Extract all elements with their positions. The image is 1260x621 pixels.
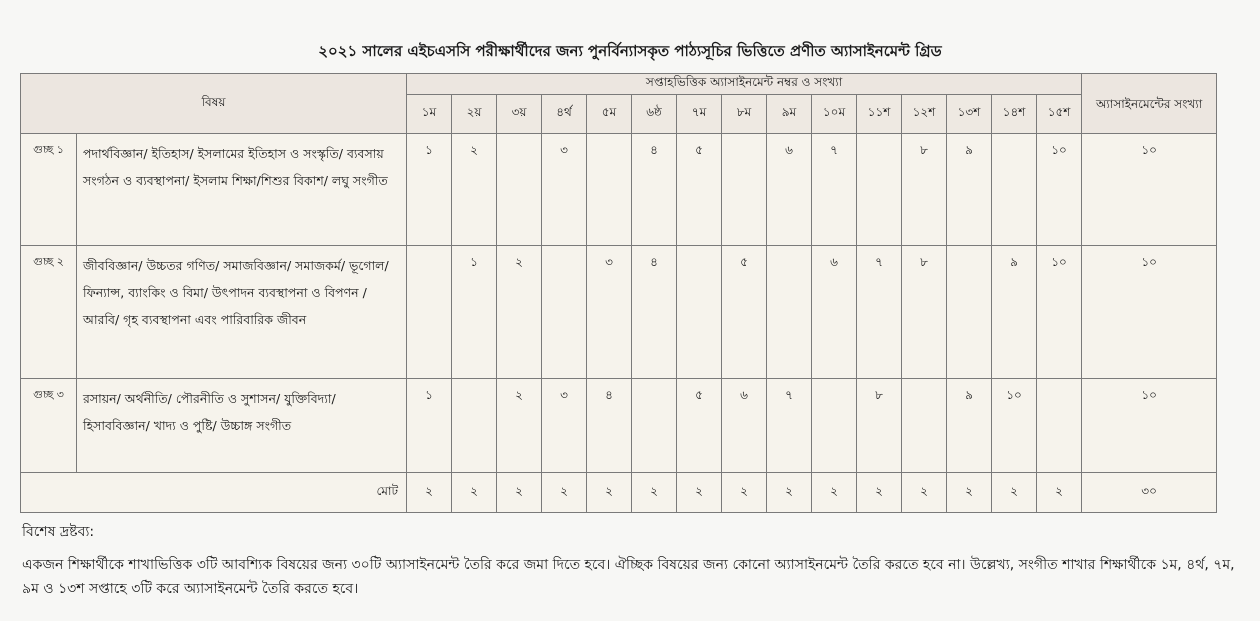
assignment-cell: ৫ bbox=[722, 246, 767, 378]
assignment-cell: ৫ bbox=[677, 134, 722, 246]
week-header-cell: ৯ম bbox=[767, 95, 812, 134]
weekly-total-cell: ২ bbox=[992, 473, 1037, 513]
week-header-cell: ৭ম bbox=[677, 95, 722, 134]
week-header-cell: ১৪শ bbox=[992, 95, 1037, 134]
assignment-cell bbox=[722, 134, 767, 246]
assignment-cell: ৯ bbox=[947, 134, 992, 246]
assignment-cell: ৮ bbox=[857, 378, 902, 473]
assignment-cell bbox=[812, 378, 857, 473]
assignment-cell: ৩ bbox=[542, 378, 587, 473]
assignment-cell: ২ bbox=[497, 378, 542, 473]
total-row bbox=[21, 473, 1217, 513]
assignment-cell bbox=[992, 134, 1037, 246]
group-subjects: পদার্থবিজ্ঞান/ ইতিহাস/ ইসলামের ইতিহাস ও সংস্কৃতি/ ব্যবসায় সংগঠন ও ব্যবস্থাপনা/ ইসলাম শিক্ষা/শিশুর বিকাশ/ লঘু সংগীত bbox=[77, 134, 407, 246]
assignment-cell: ১ bbox=[407, 378, 452, 473]
week-header-cell: ৮ম bbox=[722, 95, 767, 134]
assignment-cell bbox=[857, 134, 902, 246]
week-header-cell: ১১শ bbox=[857, 95, 902, 134]
assignment-cell: ১০ bbox=[1037, 246, 1082, 378]
week-header-cell: ৬ষ্ঠ bbox=[632, 95, 677, 134]
assignment-cell: ৩ bbox=[587, 246, 632, 378]
assignment-cell bbox=[902, 378, 947, 473]
week-header-cell: ১৫শ bbox=[1037, 95, 1082, 134]
group-total-cell: ১০ bbox=[1082, 246, 1217, 378]
table-row bbox=[21, 134, 1217, 246]
assignment-cell: ১০ bbox=[1037, 134, 1082, 246]
assignment-cell: ৮ bbox=[902, 134, 947, 246]
week-header-cell: ২য় bbox=[452, 95, 497, 134]
assignment-cell: ২ bbox=[452, 134, 497, 246]
assignment-cell: ৯ bbox=[992, 246, 1037, 378]
assignment-cell: ৭ bbox=[767, 378, 812, 473]
page-title: ২০২১ সালের এইচএসসি পরীক্ষার্থীদের জন্য পুনর্বিন্যাসকৃত পাঠ্যসূচির ভিত্তিতে প্রণীত অ্যাসাইনমেন্ট গ্রিড bbox=[318, 42, 942, 60]
assignment-cell bbox=[587, 134, 632, 246]
weekly-total-cell: ২ bbox=[587, 473, 632, 513]
grid-body bbox=[21, 134, 1217, 513]
weekly-total-cell: ২ bbox=[452, 473, 497, 513]
assignment-cell bbox=[947, 246, 992, 378]
table-row bbox=[21, 246, 1217, 378]
group-subjects: রসায়ন/ অর্থনীতি/ পৌরনীতি ও সুশাসন/ যুক্তিবিদ্যা/ হিসাববিজ্ঞান/ খাদ্য ও পুষ্টি/ উচ্চাঙ্গ সংগীত bbox=[77, 378, 407, 473]
weekly-assignment-header: সপ্তাহভিত্তিক অ্যাসাইনমেন্ট নম্বর ও সংখ্যা bbox=[407, 74, 1082, 95]
assignment-cell: ৬ bbox=[767, 134, 812, 246]
assignment-count-header: অ্যাসাইনমেন্টের সংখ্যা bbox=[1082, 74, 1217, 134]
assignment-cell: ৩ bbox=[542, 134, 587, 246]
assignment-cell bbox=[1037, 378, 1082, 473]
group-total-cell: ১০ bbox=[1082, 134, 1217, 246]
assignment-cell bbox=[677, 246, 722, 378]
weekly-total-cell: ২ bbox=[497, 473, 542, 513]
group-total-cell: ১০ bbox=[1082, 378, 1217, 473]
weekly-total-cell: ২ bbox=[947, 473, 992, 513]
assignment-cell bbox=[632, 378, 677, 473]
assignment-cell: ১ bbox=[452, 246, 497, 378]
assignment-cell: ১০ bbox=[992, 378, 1037, 473]
week-header-cell: ১২শ bbox=[902, 95, 947, 134]
weekly-total-cell: ২ bbox=[1037, 473, 1082, 513]
weekly-total-cell: ২ bbox=[767, 473, 812, 513]
assignment-cell: ৯ bbox=[947, 378, 992, 473]
week-header-cell: ৩য় bbox=[497, 95, 542, 134]
group-subjects: জীববিজ্ঞান/ উচ্চতর গণিত/ সমাজবিজ্ঞান/ সমাজকর্ম/ ভূগোল/ ফিন্যান্স, ব্যাংকিং ও বিমা/ উৎপাদন ব্যবস্থাপনা ও বিপণন /আরবি/ গৃহ ব্যবস্থাপনা এবং পারিবারিক জীবন bbox=[77, 246, 407, 378]
assignment-cell: ৬ bbox=[722, 378, 767, 473]
weekly-total-cell: ২ bbox=[857, 473, 902, 513]
group-label: গুচ্ছ ১ bbox=[21, 134, 77, 246]
assignment-cell: ৬ bbox=[812, 246, 857, 378]
week-header-cell: ৪র্থ bbox=[542, 95, 587, 134]
weekly-total-cell: ২ bbox=[677, 473, 722, 513]
assignment-cell bbox=[452, 378, 497, 473]
assignment-cell bbox=[407, 246, 452, 378]
table-row bbox=[21, 378, 1217, 473]
assignment-cell bbox=[497, 134, 542, 246]
notes-heading: বিশেষ দ্রষ্টব্য: bbox=[22, 524, 95, 540]
assignment-cell bbox=[767, 246, 812, 378]
total-label: মোট bbox=[21, 473, 407, 513]
week-header-cell: ১ম bbox=[407, 95, 452, 134]
weekly-total-cell: ২ bbox=[722, 473, 767, 513]
assignment-cell bbox=[542, 246, 587, 378]
assignment-cell: ৭ bbox=[812, 134, 857, 246]
subject-header: বিষয় bbox=[21, 74, 407, 134]
assignment-grid-table bbox=[20, 73, 1217, 513]
assignment-cell: ৪ bbox=[587, 378, 632, 473]
assignment-cell: ৮ bbox=[902, 246, 947, 378]
weekly-total-cell: ২ bbox=[812, 473, 857, 513]
assignment-cell: ২ bbox=[497, 246, 542, 378]
assignment-cell: ৪ bbox=[632, 246, 677, 378]
assignment-cell: ৪ bbox=[632, 134, 677, 246]
group-label: গুচ্ছ ২ bbox=[21, 246, 77, 378]
week-header-cell: ১৩শ bbox=[947, 95, 992, 134]
assignment-cell: ৫ bbox=[677, 378, 722, 473]
weekly-total-cell: ২ bbox=[542, 473, 587, 513]
assignment-cell: ১ bbox=[407, 134, 452, 246]
weekly-total-cell: ২ bbox=[632, 473, 677, 513]
week-header-cell: ৫ম bbox=[587, 95, 632, 134]
group-label: গুচ্ছ ৩ bbox=[21, 378, 77, 473]
weekly-total-cell: ২ bbox=[407, 473, 452, 513]
grand-total-cell: ৩০ bbox=[1082, 473, 1217, 513]
notes-body: একজন শিক্ষার্থীকে শাখাভিত্তিক ৩টি আবশ্যিক বিষয়ের জন্য ৩০টি অ্যাসাইনমেন্ট তৈরি করে জমা দিতে হবে। ঐচ্ছিক বিষয়ের জন্য কোনো অ্যাসাইনমেন্ট তৈরি করতে হবে না। উল্লেখ্য, সংগীত শাখার শিক্ষার্থীকে ১ম, ৪র্থ, ৭ম, ৯ম ও ১৩শ সপ্তাহে ৩টি করে অ্যাসাইনমেন্ট তৈরি করতে হবে। bbox=[22, 557, 1235, 597]
assignment-cell: ৭ bbox=[857, 246, 902, 378]
week-header-cell: ১০ম bbox=[812, 95, 857, 134]
weekly-total-cell: ২ bbox=[902, 473, 947, 513]
